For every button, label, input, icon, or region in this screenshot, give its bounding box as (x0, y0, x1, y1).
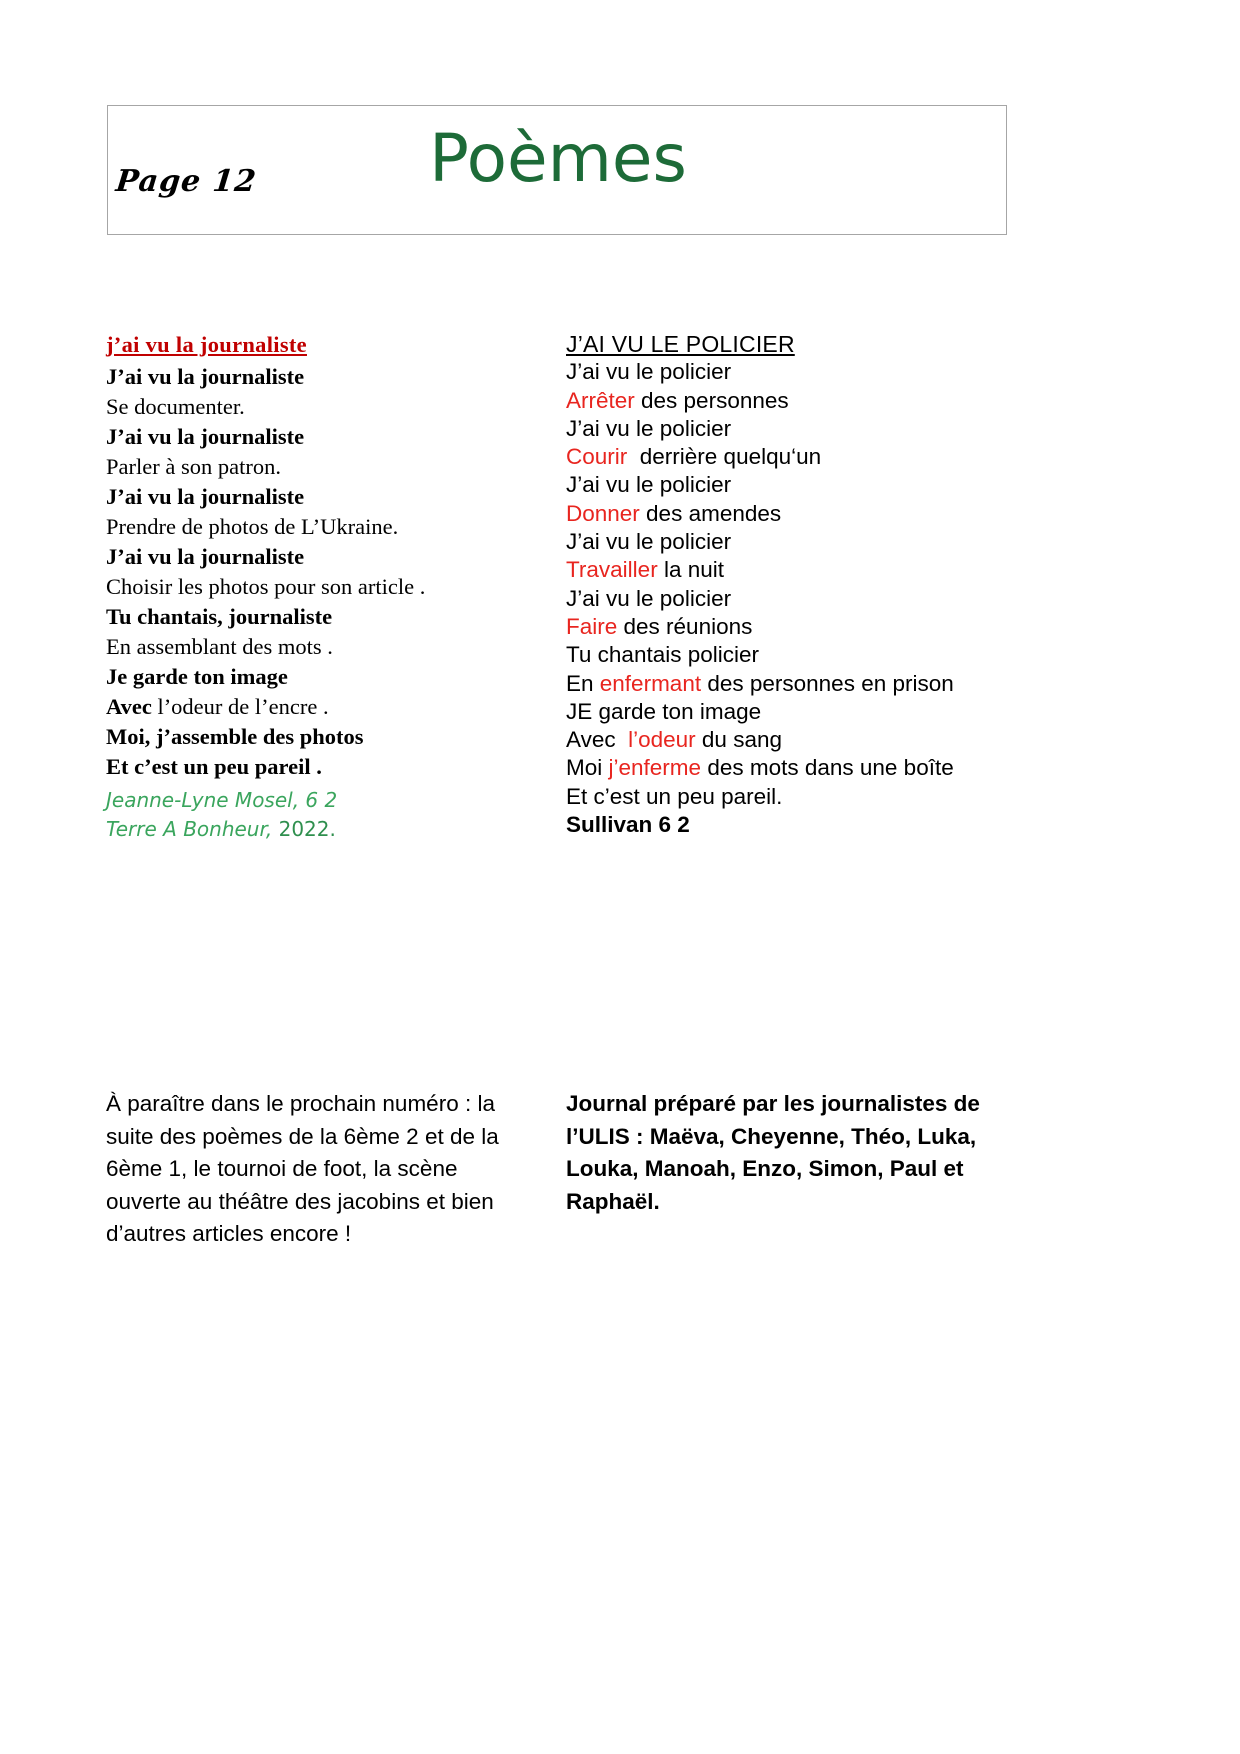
poem-line: En assemblant des mots . (106, 634, 333, 659)
poem-line (106, 692, 526, 722)
poem-line (566, 783, 1006, 811)
poem-line-plain-part: J’ai vu le policier (566, 585, 732, 611)
poem-line-plain-part: J’ai vu le policier (566, 472, 732, 498)
poem-line-bold-part: Avec (106, 694, 152, 719)
poem-line-accent-part: l’odeur (628, 727, 696, 753)
poem-line-plain-part: J’ai vu le policier (566, 359, 732, 385)
poem-line (566, 726, 1006, 754)
poem-line (566, 443, 1006, 471)
page-number-label: Page 12 (114, 164, 259, 199)
poem-line: J’ai vu la journaliste (106, 484, 305, 509)
poem-line: J’ai vu la journaliste (106, 424, 305, 449)
right-column (566, 330, 1006, 839)
poem-line-plain-part: Avec (566, 727, 629, 753)
upcoming-issue-note: À paraître dans le prochain numéro : la suite des poèmes de la 6ème 2 et de la 6ème 1, le tournoi de foot, la scène ouverte au théâtre des jacobins et bien d’autres articles encore ! (106, 1091, 499, 1246)
poem-journaliste-body (106, 362, 526, 782)
poem-line-plain-part: derrière quelqu‘un (627, 444, 822, 470)
poem-line-plain-part: du sang (695, 727, 782, 753)
poem-line (566, 471, 1006, 499)
poem-line-accent-part: Faire (566, 613, 618, 639)
poem-policier-title: J’AI VU LE POLICIER (566, 331, 795, 357)
poem-line-plain-part: l’odeur de l’encre . (151, 694, 329, 719)
signature-source-year: 2022. (272, 817, 336, 841)
poem-line-plain-part: des mots dans une boîte (701, 755, 954, 781)
poem-line (566, 528, 1006, 556)
poem-policier-body (566, 358, 1006, 811)
poem-journaliste (106, 330, 526, 844)
poem-journaliste-signature (106, 786, 526, 844)
poem-line-plain-part: J’ai vu le policier (566, 529, 732, 555)
poem-line (566, 613, 1006, 641)
poem-line: Et c’est un peu pareil . (106, 754, 322, 779)
poem-line (566, 358, 1006, 386)
poem-line-plain-part: des personnes (634, 387, 789, 413)
poem-line (566, 641, 1006, 669)
poem-line-plain-part: des réunions (617, 613, 753, 639)
poem-line-plain-part: des personnes en prison (701, 670, 954, 696)
credits-note: Journal préparé par les journalistes de l’ULIS : Maëva, Cheyenne, Théo, Luka, Louka, Manoah, Enzo, Simon, Paul et Raphaël. (566, 1091, 980, 1214)
left-column (106, 330, 526, 844)
poem-line-accent-part: Donner (566, 500, 640, 526)
poem-line-accent-part: enfermant (599, 670, 702, 696)
poem-line-accent-part: Courir (566, 444, 628, 470)
poem-line-plain-part: JE garde ton image (566, 698, 762, 724)
poem-line (566, 698, 1006, 726)
page-header-banner (107, 105, 1007, 235)
poem-line-plain-part: J’ai vu le policier (566, 415, 732, 441)
poem-line-plain-part: des amendes (639, 500, 782, 526)
poem-line-plain-part: la nuit (657, 557, 724, 583)
poem-line: Tu chantais, journaliste (106, 604, 333, 629)
poem-line (566, 585, 1006, 613)
poem-line (566, 387, 1006, 415)
poem-line-accent-part: Arrêter (566, 387, 635, 413)
page-title: Poèmes (429, 120, 687, 197)
poem-line: Parler à son patron. (106, 454, 281, 479)
signature-source-title: Terre A Bonheur, (106, 817, 273, 841)
poem-policier (566, 330, 1006, 839)
poem-line-plain-part: Tu chantais policier (566, 642, 760, 668)
poem-line: Moi, j’assemble des photos (106, 724, 364, 749)
poem-line-plain-part: Et c’est un peu pareil. (566, 783, 783, 809)
poem-line: Choisir les photos pour son article . (106, 574, 426, 599)
poem-line (566, 415, 1006, 443)
poem-line: J’ai vu la journaliste (106, 364, 305, 389)
poem-line (566, 754, 1006, 782)
poem-line-accent-part: j’enferme (608, 755, 702, 781)
poem-line (566, 670, 1006, 698)
poem-line: Je garde ton image (106, 664, 288, 689)
signature-author: Jeanne-Lyne Mosel, 6 2 (106, 788, 338, 812)
poem-line: J’ai vu la journaliste (106, 544, 305, 569)
poem-policier-author: Sullivan 6 2 (566, 812, 690, 838)
poem-line (566, 556, 1006, 584)
poem-line-plain-part: En (566, 670, 600, 696)
signature-source (106, 815, 526, 844)
poem-line-accent-part: Travailler (566, 557, 658, 583)
poem-line: Prendre de photos de L’Ukraine. (106, 514, 399, 539)
poem-line-plain-part: Moi (566, 755, 609, 781)
poem-line (566, 500, 1006, 528)
poem-journaliste-title: j’ai vu la journaliste (106, 332, 307, 357)
poem-line: Se documenter. (106, 394, 245, 419)
